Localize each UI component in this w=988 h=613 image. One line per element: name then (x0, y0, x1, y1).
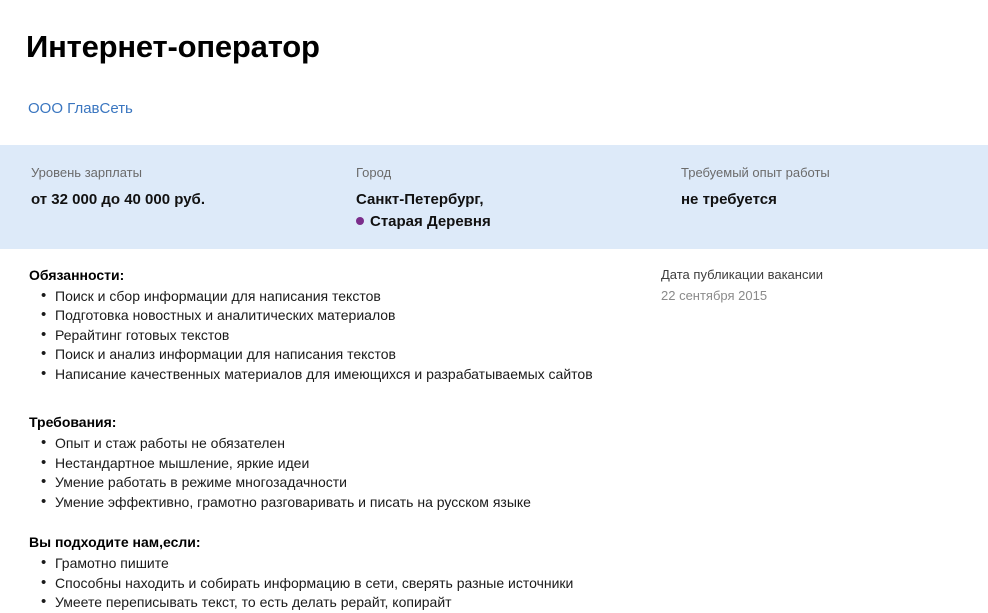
list-item: • Опыт и стаж работы не обязателен (29, 434, 660, 454)
publication-label: Дата публикации вакансии (661, 266, 823, 282)
list-item: • Рерайтинг готовых текстов (29, 326, 660, 346)
experience-block (680, 164, 980, 210)
section-heading-requirements: Требования: (29, 414, 117, 431)
list-item: • Умеете переписывать текст, то есть делать рерайт, копирайт (29, 593, 660, 613)
experience-label: Требуемый опыт работы (681, 164, 830, 180)
list-item: • Поиск и сбор информации для написания текстов (29, 287, 660, 307)
metro-station-label: Старая Деревня (370, 212, 491, 230)
list-item: • Грамотно пишите (29, 554, 660, 574)
vacancy-page (0, 21, 988, 611)
requirements-list (29, 434, 660, 512)
list-item: • Поиск и анализ информации для написания текстов (29, 345, 660, 365)
experience-value: не требуется (681, 190, 777, 208)
list-item: • Умение работать в режиме многозадачности (29, 473, 660, 493)
salary-block (0, 164, 355, 210)
publication-date: 22 сентября 2015 (661, 287, 768, 303)
fit-list (29, 554, 660, 613)
metro-line-dot-icon (356, 217, 364, 225)
list-item: • Умение эффективно, грамотно разговаривать и писать на русском языке (29, 493, 660, 513)
list-item: • Способны находить и собирать информацию в сети, сверять разные источники (29, 574, 660, 594)
city-block (355, 164, 680, 232)
city-value: Санкт-Петербург, (356, 190, 484, 208)
duties-list (29, 287, 660, 385)
section-heading-fit: Вы подходите нам,если: (29, 534, 201, 551)
vacancy-description (0, 265, 660, 613)
salary-value: от 32 000 до 40 000 руб. (31, 190, 205, 208)
vacancy-summary-bar (0, 145, 988, 249)
page-title: Интернет-оператор (26, 28, 320, 64)
list-item: • Написание качественных материалов для имеющихся и разрабатываемых сайтов (29, 365, 660, 385)
vacancy-meta (660, 265, 988, 613)
list-item: • Нестандартное мышление, яркие идеи (29, 454, 660, 474)
section-heading-duties: Обязанности: (29, 266, 125, 283)
salary-label: Уровень зарплаты (31, 164, 142, 180)
company-link[interactable]: ООО ГлавСеть (28, 99, 133, 117)
vacancy-content (0, 249, 988, 613)
metro-station (356, 211, 680, 232)
list-item: • Подготовка новостных и аналитических материалов (29, 306, 660, 326)
city-label: Город (356, 164, 392, 180)
